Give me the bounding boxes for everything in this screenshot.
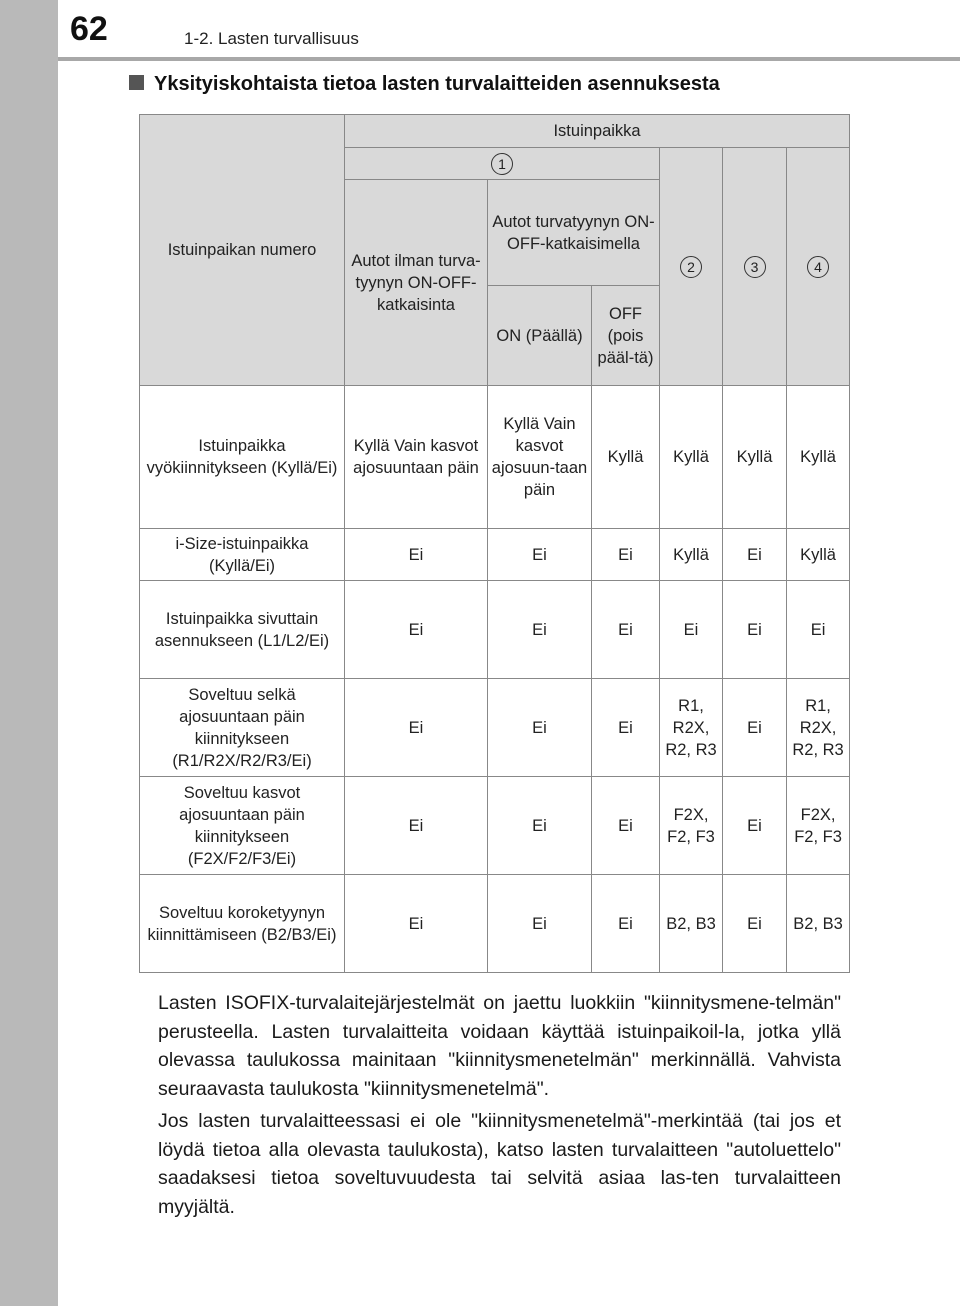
paragraph: Lasten ISOFIX-turvalaitejärjestelmät on jaettu luokkiin "kiinnitysmene-telmän" perusteella. Lasten turvalaitteita voidaan käyttää istuinpaikoil-la, jotka yllä olevassa taulukossa mainitaan "kiinnitysmenetelmän" merkinnällä. Vahvista seuraavasta taulukosta "kiinnitysmenetelmä". <box>158 992 841 1100</box>
cell: Kyllä <box>592 386 660 529</box>
cell: Ei <box>345 679 488 777</box>
sub-header-with-switch: Autot turvatyynyn ON-OFF-katkaisimella <box>488 180 660 286</box>
position-3-header <box>723 148 787 386</box>
cell: Ei <box>488 875 592 973</box>
cell: Ei <box>345 529 488 581</box>
cell: Ei <box>787 581 850 679</box>
cell: F2X, F2, F3 <box>660 777 723 875</box>
cell: Ei <box>488 529 592 581</box>
cell: Ei <box>592 679 660 777</box>
table-row <box>140 777 850 875</box>
square-bullet-icon <box>129 75 144 90</box>
cell: Kyllä <box>787 386 850 529</box>
circled-number-3: 3 <box>744 256 766 278</box>
running-head: 1-2. Lasten turvallisuus <box>184 29 359 48</box>
circled-number-4: 4 <box>807 256 829 278</box>
sub-header-on: ON (Päällä) <box>488 286 592 386</box>
row-label: Istuinpaikka vyökiinnitykseen (Kyllä/Ei) <box>140 386 345 529</box>
cell: Kyllä Vain kasvot ajosuun-taan päin <box>488 386 592 529</box>
section-title <box>129 73 720 96</box>
circled-number-1: 1 <box>491 153 513 175</box>
table-row <box>140 581 850 679</box>
position-1-header <box>345 148 660 180</box>
section-title-text: Yksityiskohtaista tietoa lasten turvalaitteiden asennuksesta <box>154 73 720 95</box>
cell: Ei <box>723 875 787 973</box>
cell: Ei <box>723 777 787 875</box>
cell: Kyllä <box>723 386 787 529</box>
cell: F2X, F2, F3 <box>787 777 850 875</box>
col-header-seat-number: Istuinpaikan numero <box>140 115 345 386</box>
row-label: i-Size-istuinpaikka (Kyllä/Ei) <box>140 529 345 581</box>
table-row <box>140 875 850 973</box>
cell: Kyllä <box>660 529 723 581</box>
cell: Kyllä <box>787 529 850 581</box>
table-row <box>140 529 850 581</box>
cell: Ei <box>660 581 723 679</box>
cell: Ei <box>488 679 592 777</box>
cell: Ei <box>723 581 787 679</box>
cell: B2, B3 <box>787 875 850 973</box>
cell: R1, R2X, R2, R3 <box>787 679 850 777</box>
cell: Ei <box>723 679 787 777</box>
paragraph: Jos lasten turvalaitteessasi ei ole "kiinnitysmenetelmä"-merkintää (tai jos et löydä tietoa alla olevasta taulukosta), katso lasten turvalaitteen "autoluettelo" saadaksesi tietoa soveltuvuudesta tai selvitä asiaa las-ten turvalaitteen myyjältä. <box>158 1110 841 1218</box>
cell: B2, B3 <box>660 875 723 973</box>
header-rule <box>58 57 960 61</box>
page-number: 62 <box>70 10 108 48</box>
cell: Kyllä Vain kasvot ajosuuntaan päin <box>345 386 488 529</box>
cell: Ei <box>592 581 660 679</box>
row-label: Soveltuu kasvot ajosuuntaan päin kiinnitykseen (F2X/F2/F3/Ei) <box>140 777 345 875</box>
cell: R1, R2X, R2, R3 <box>660 679 723 777</box>
cell: Ei <box>488 581 592 679</box>
position-4-header <box>787 148 850 386</box>
sub-header-without-switch: Autot ilman turva-tyynyn ON-OFF-katkaisinta <box>345 180 488 386</box>
row-label: Soveltuu selkä ajosuuntaan päin kiinnitykseen (R1/R2X/R2/R3/Ei) <box>140 679 345 777</box>
body-text <box>158 989 841 1225</box>
sub-header-off: OFF (pois pääl-tä) <box>592 286 660 386</box>
cell: Ei <box>592 875 660 973</box>
row-label: Soveltuu koroketyynyn kiinnittämiseen (B2/B3/Ei) <box>140 875 345 973</box>
cell: Ei <box>592 777 660 875</box>
circled-number-2: 2 <box>680 256 702 278</box>
cell: Ei <box>723 529 787 581</box>
position-2-header <box>660 148 723 386</box>
cell: Kyllä <box>660 386 723 529</box>
cell: Ei <box>345 875 488 973</box>
seating-position-header: Istuinpaikka <box>345 115 850 148</box>
row-label: Istuinpaikka sivuttain asennukseen (L1/L2/Ei) <box>140 581 345 679</box>
isofix-table <box>139 114 850 973</box>
cell: Ei <box>345 777 488 875</box>
table-row <box>140 679 850 777</box>
side-band <box>0 0 58 1306</box>
table-row <box>140 386 850 529</box>
cell: Ei <box>345 581 488 679</box>
cell: Ei <box>488 777 592 875</box>
cell: Ei <box>592 529 660 581</box>
